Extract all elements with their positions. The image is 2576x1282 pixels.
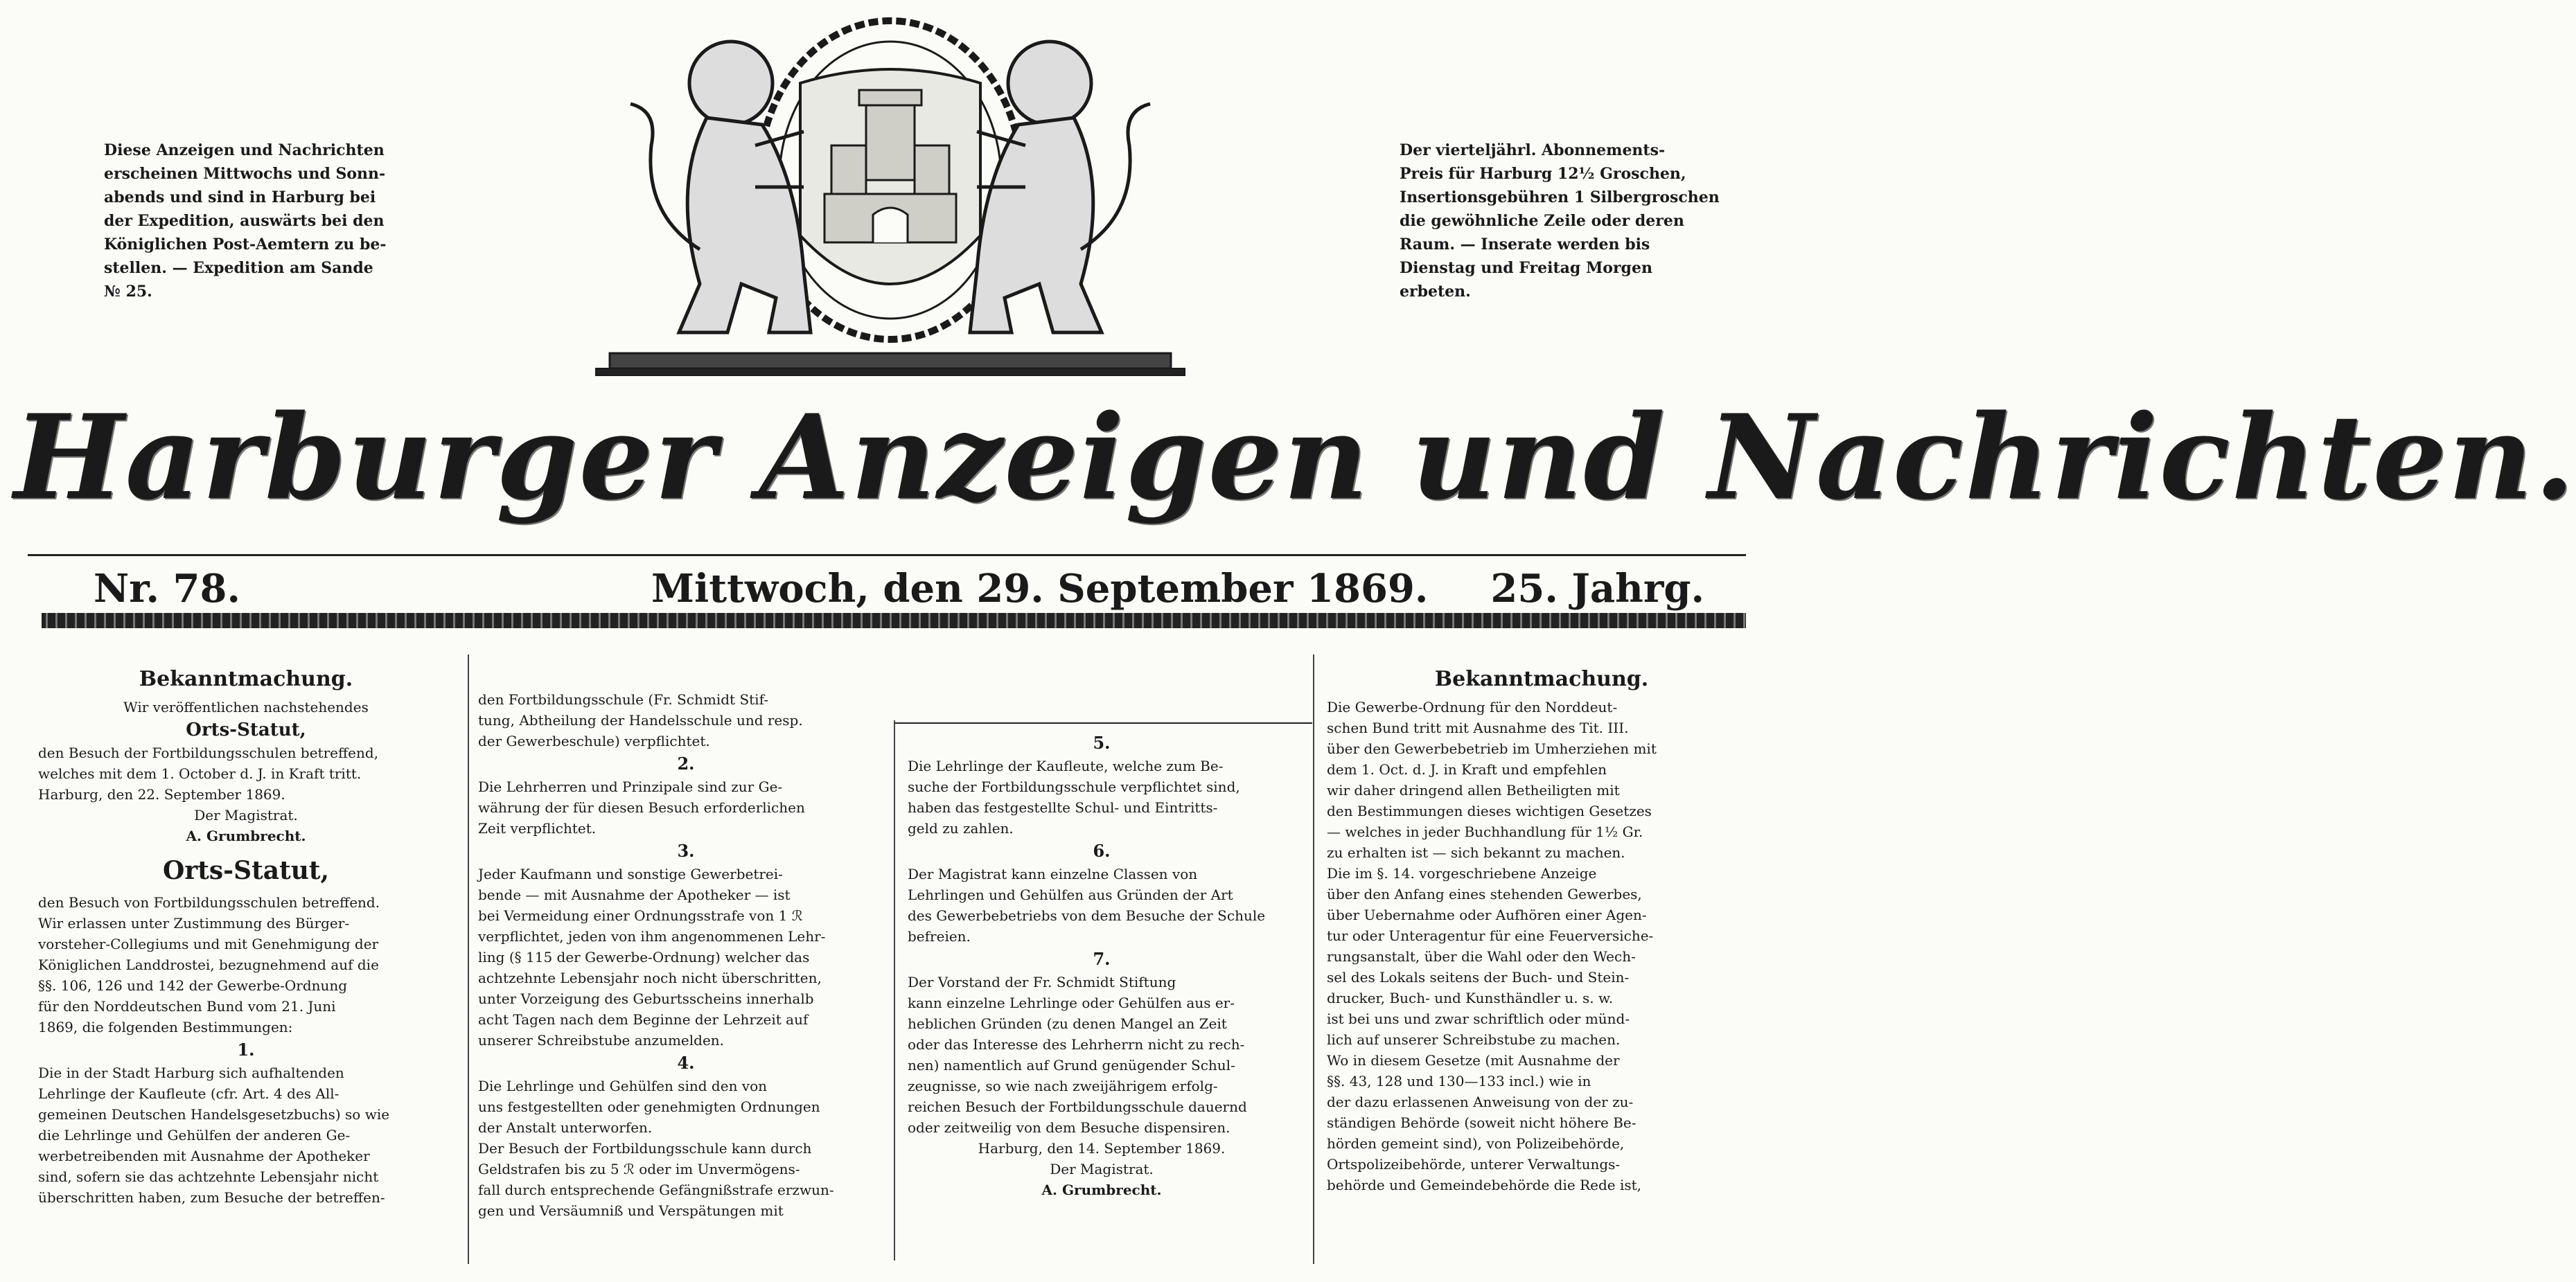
text-line: zu erhalten ist — sich bekannt zu machen. — [1327, 844, 1625, 861]
section-number: 6. — [1093, 841, 1111, 861]
text-line: uns festgestellten oder genehmigten Ordnungen — [478, 1098, 820, 1115]
section-number: 2. — [677, 754, 695, 774]
text-line: für den Norddeutschen Bund vom 21. Juni — [38, 998, 336, 1015]
column-divider — [894, 720, 895, 1261]
notice-line: erscheinen Mittwochs und Sonn- — [104, 165, 386, 183]
text-line: §§. 43, 128 und 130—133 incl.) wie in — [1327, 1073, 1591, 1089]
notice-line: Dienstag und Freitag Morgen — [1400, 259, 1652, 277]
notice-line: die gewöhnliche Zeile oder deren — [1400, 212, 1684, 230]
text-line: Der Magistrat kann einzelne Classen von — [908, 866, 1198, 882]
text-line: — welches in jeder Buchhandlung für 1½ Gr. — [1327, 823, 1643, 840]
text-line: acht Tagen nach dem Beginne der Lehrzeit auf — [478, 1011, 809, 1028]
text-line: Der Besuch der Fortbildungsschule kann durch — [478, 1140, 812, 1157]
text-line: ling (§ 115 der Gewerbe-Ordnung) welcher das — [478, 949, 810, 965]
text-line: ist bei uns und zwar schriftlich oder münd- — [1327, 1011, 1630, 1027]
text-line: oder zeitweilig von dem Besuche dispensiren. — [908, 1119, 1230, 1136]
coat-of-arms-crest — [568, 7, 1212, 388]
text-line: Der Vorstand der Fr. Schmidt Stiftung — [908, 974, 1176, 990]
text-line: rungsanstalt, über die Wahl oder den Wech- — [1327, 948, 1636, 965]
right-lion-icon — [970, 42, 1150, 332]
section-number: 5. — [1093, 733, 1111, 753]
text-line: Ortspolizeibehörde, unterer Verwaltungs- — [1327, 1156, 1621, 1173]
text-line: Lehrlingen und Gehülfen aus Gründen der Art — [908, 887, 1233, 903]
text-line: über den Anfang eines stehenden Gewerbes, — [1327, 886, 1642, 902]
text-line: Wo in diesem Gesetze (mit Ausnahme der — [1327, 1052, 1620, 1069]
text-line: Harburg, den 22. September 1869. — [38, 786, 285, 803]
text-line: den Besuch von Fortbildungsschulen betreffend. — [38, 894, 380, 911]
text-line: schen Bund tritt mit Ausnahme des Tit. III. — [1327, 720, 1629, 736]
text-line: drucker, Buch- und Kunsthändler u. s. w. — [1327, 990, 1614, 1006]
notice-line: Insertionsgebühren 1 Silbergroschen — [1400, 188, 1720, 206]
text-line: achtzehnte Lebensjahr noch nicht überschritten, — [478, 970, 822, 986]
text-line: über den Gewerbebetrieb im Umherziehen mit — [1327, 740, 1657, 757]
text-line: lich auf unserer Schreibstube zu machen. — [1327, 1031, 1621, 1048]
section-number: 7. — [1093, 949, 1111, 969]
text-line: gen und Versäumniß und Verspätungen mit — [478, 1202, 784, 1219]
divider — [28, 554, 1746, 556]
text-line: über Uebernahme oder Aufhören einer Agen- — [1327, 907, 1647, 923]
text-line: Lehrlinge der Kaufleute (cfr. Art. 4 des All- — [38, 1085, 339, 1102]
signer-title: Der Magistrat. — [1050, 1161, 1154, 1177]
column-1 — [38, 665, 454, 1208]
text-line: währung der für diesen Besuch erforderlichen — [478, 799, 805, 816]
text-line: oder das Interesse des Lehrherrn nicht zu rech- — [908, 1036, 1245, 1053]
text-line: der Gewerbeschule) verpflichtet. — [478, 733, 710, 749]
place-date: Harburg, den 14. September 1869. — [978, 1140, 1226, 1157]
signer-title: Der Magistrat. — [194, 807, 298, 823]
text-line: welches mit dem 1. October d. J. in Kraft tritt. — [38, 765, 362, 782]
issue-date: Mittwoch, den 29. September 1869. — [651, 566, 1429, 612]
text-line: unserer Schreibstube anzumelden. — [478, 1032, 725, 1049]
dateline — [28, 561, 1746, 616]
divider — [895, 722, 1312, 724]
text-line: reichen Besuch der Fortbildungsschule dauernd — [908, 1098, 1247, 1115]
text-line: §§. 106, 126 und 142 der Gewerbe-Ordnung — [38, 977, 348, 994]
column-4 — [1327, 665, 1756, 1195]
text-line: die Lehrlinge und Gehülfen der anderen Ge- — [38, 1127, 351, 1143]
text-line: verpflichtet, jeden von ihm angenommenen Lehr- — [478, 928, 826, 945]
text-line: bei Vermeidung einer Ordnungsstrafe von 1 ℛ — [478, 907, 803, 924]
volume-number: 25. Jahrg. — [1490, 566, 1704, 612]
text-line: befreien. — [908, 928, 971, 945]
article-heading: Bekanntmachung. — [1434, 667, 1649, 691]
statute-heading: Orts-Statut, — [162, 856, 330, 885]
notice-line: Der vierteljährl. Abonnements- — [1400, 141, 1666, 159]
section-number: 1. — [237, 1040, 255, 1060]
section-number: 4. — [677, 1053, 695, 1073]
text-line: Die in der Stadt Harburg sich aufhaltenden — [38, 1065, 344, 1081]
text-line: Wir veröffentlichen nachstehendes — [123, 699, 369, 715]
text-line: wir daher dringend allen Betheiligten mit — [1327, 782, 1620, 799]
text-line: des Gewerbebetriebs von dem Besuche der Schule — [908, 907, 1266, 924]
text-line: der dazu erlassenen Anweisung von der zu- — [1327, 1094, 1634, 1110]
text-line: Königlichen Landdrostei, bezugnehmend auf die — [38, 956, 379, 973]
text-line: Jeder Kaufmann und sonstige Gewerbetrei- — [478, 866, 783, 882]
text-line: Die Lehrherren und Prinzipale sind zur Ge- — [478, 778, 783, 795]
text-line: hörden gemeint sind), von Polizeibehörde, — [1327, 1135, 1625, 1152]
text-line: sel des Lokals seitens der Buch- und Stein- — [1327, 969, 1630, 986]
notice-line: Diese Anzeigen und Nachrichten — [104, 141, 385, 159]
text-line: der Anstalt unterworfen. — [478, 1119, 653, 1136]
notice-line: № 25. — [104, 283, 152, 301]
text-line: behörde und Gemeindebehörde die Rede ist, — [1327, 1177, 1642, 1193]
text-line: Geldstrafen bis zu 5 ℛ oder im Unvermögens- — [478, 1161, 800, 1177]
text-line: Zeit verpflichtet. — [478, 820, 597, 837]
subscription-notice-right — [1400, 139, 1720, 303]
text-line: werbetreibenden mit Ausnahme der Apotheker — [38, 1148, 370, 1164]
text-line: fall durch entsprechende Gefängnißstrafe erzwun- — [478, 1182, 834, 1198]
text-line: suche der Fortbildungsschule verpflichtet sind, — [908, 778, 1240, 795]
signer-name: A. Grumbrecht. — [186, 828, 306, 844]
article-heading: Bekanntmachung. — [139, 667, 353, 691]
ornamental-rule — [42, 613, 1746, 628]
column-divider — [1313, 655, 1314, 1264]
text-line: sind, sofern sie das achtzehnte Lebensjahr nicht — [38, 1168, 379, 1185]
section-number: 3. — [677, 841, 695, 861]
signer-name: A. Grumbrecht. — [1041, 1182, 1162, 1198]
column-2 — [478, 689, 894, 1221]
notice-line: stellen. — Expedition am Sande — [104, 259, 373, 277]
text-line: unter Vorzeigung des Geburtsscheins innerhalb — [478, 990, 814, 1007]
text-line: vorsteher-Collegiums und mit Genehmigung der — [38, 936, 379, 952]
text-line: tur oder Unteragentur für eine Feuerversiche- — [1327, 927, 1654, 944]
text-line: heblichen Gründen (zu denen Mangel an Zeit — [908, 1015, 1227, 1032]
statute-title: Orts-Statut, — [186, 720, 306, 740]
subscription-notice-left — [104, 139, 387, 303]
column-3 — [908, 731, 1296, 1200]
notice-line: Raum. — Inserate werden bis — [1400, 235, 1650, 253]
text-line: haben das festgestellte Schul- und Eintritts- — [908, 799, 1218, 816]
text-line: 1869, die folgenden Bestimmungen: — [38, 1019, 293, 1035]
issue-number: Nr. 78. — [94, 566, 240, 612]
text-line: Die Lehrlinge der Kaufleute, welche zum Be- — [908, 758, 1224, 774]
notice-line: abends und sind in Harburg bei — [104, 188, 376, 206]
text-line: geld zu zahlen. — [908, 820, 1014, 837]
text-line: ständigen Behörde (soweit nicht höhere Be- — [1327, 1114, 1637, 1131]
text-line: bende — mit Ausnahme der Apotheker — ist — [478, 887, 791, 903]
notice-line: Königlichen Post-Aemtern zu be- — [104, 235, 387, 253]
notice-line: der Expedition, auswärts bei den — [104, 212, 385, 230]
text-line: den Fortbildungsschule (Fr. Schmidt Stif- — [478, 691, 769, 708]
text-line: Die Gewerbe-Ordnung für den Norddeut- — [1327, 699, 1618, 715]
text-line: Wir erlassen unter Zustimmung des Bürger- — [38, 915, 350, 932]
text-line: Die Lehrlinge und Gehülfen sind den von — [478, 1078, 768, 1094]
text-line: überschritten haben, zum Besuche der betreffen- — [38, 1189, 385, 1206]
notice-line: erbeten. — [1400, 283, 1471, 301]
text-line: Die im §. 14. vorgeschriebene Anzeige — [1327, 865, 1597, 882]
newspaper-title: Harburger Anzeigen und Nachrichten. — [14, 389, 2576, 526]
text-line: gemeinen Deutschen Handelsgesetzbuchs) so wie — [38, 1106, 390, 1123]
notice-line: Preis für Harburg 12½ Groschen, — [1400, 165, 1686, 183]
text-line: den Bestimmungen dieses wichtigen Gesetzes — [1327, 803, 1652, 819]
text-line: zeugnisse, so wie nach zweijährigem erfolg- — [908, 1078, 1218, 1094]
text-line: dem 1. Oct. d. J. in Kraft und empfehlen — [1327, 761, 1607, 778]
column-divider — [468, 655, 469, 1264]
text-line: tung, Abtheilung der Handelsschule und resp. — [478, 712, 803, 729]
text-line: kann einzelne Lehrlinge oder Gehülfen aus er- — [908, 995, 1235, 1011]
crest-base — [610, 353, 1171, 368]
text-line: den Besuch der Fortbildungsschulen betreffend, — [38, 745, 379, 761]
text-line: nen) namentlich auf Grund genügender Schul- — [908, 1057, 1235, 1074]
